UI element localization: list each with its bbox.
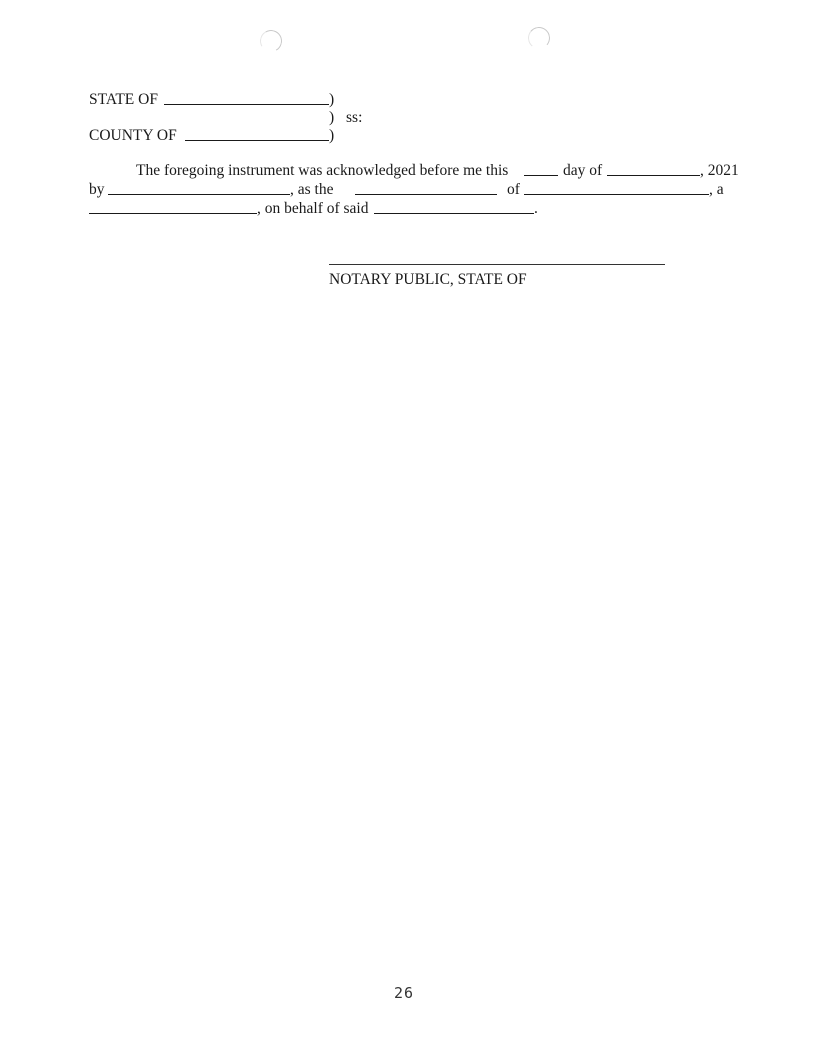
of-label: of bbox=[507, 181, 520, 198]
entity-name-blank[interactable] bbox=[524, 194, 709, 195]
entity-type-blank[interactable] bbox=[89, 213, 257, 214]
ss-label: ss: bbox=[346, 109, 363, 126]
acknowledgment-text: The foregoing instrument was acknowledged before me this bbox=[136, 162, 509, 179]
day-of-label: day of bbox=[563, 162, 603, 179]
period: . bbox=[534, 200, 538, 217]
notary-signature-line[interactable] bbox=[329, 264, 665, 265]
paren-3: ) bbox=[329, 127, 335, 144]
state-of-label: STATE OF bbox=[89, 91, 158, 108]
day-blank[interactable] bbox=[524, 175, 558, 176]
signer-name-blank[interactable] bbox=[108, 194, 290, 195]
county-of-label: COUNTY OF bbox=[89, 127, 177, 144]
month-blank[interactable] bbox=[607, 175, 700, 176]
page-number: 26 bbox=[394, 984, 415, 1002]
state-blank[interactable] bbox=[164, 104, 329, 105]
year-text: , 2021 bbox=[700, 162, 739, 179]
punch-hole-mark bbox=[527, 26, 551, 50]
punch-hole-mark bbox=[258, 28, 285, 55]
on-behalf-label: , on behalf of said bbox=[257, 200, 369, 217]
title-blank[interactable] bbox=[355, 194, 497, 195]
as-the-label: , as the bbox=[290, 181, 334, 198]
said-entity-blank[interactable] bbox=[374, 213, 534, 214]
a-label: , a bbox=[709, 181, 724, 198]
by-label: by bbox=[89, 181, 105, 198]
paren-2: ) bbox=[329, 109, 335, 126]
paren-1: ) bbox=[329, 91, 335, 108]
county-blank[interactable] bbox=[185, 140, 329, 141]
notary-public-label: NOTARY PUBLIC, STATE OF bbox=[329, 271, 527, 288]
